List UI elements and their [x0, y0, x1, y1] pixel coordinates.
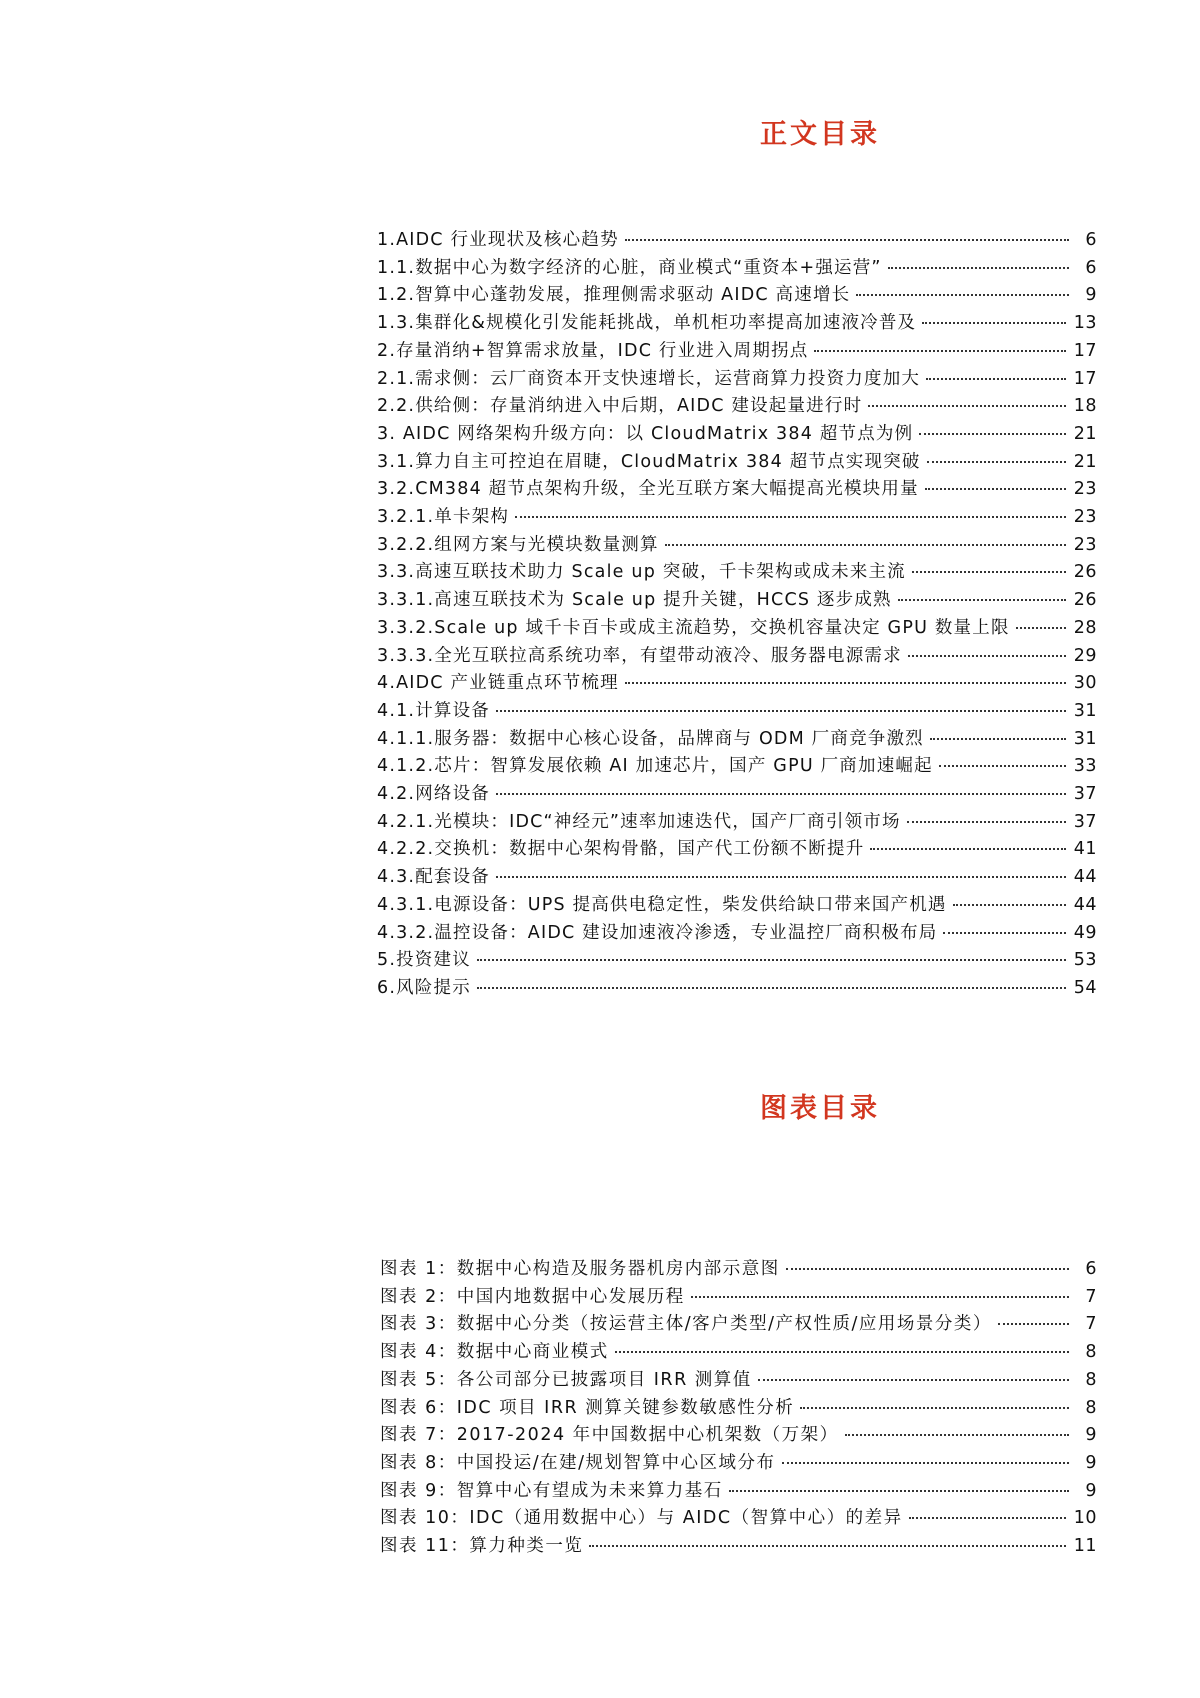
main-toc-entry[interactable]: [377, 643, 1097, 671]
toc-dot-leader: [782, 1462, 1070, 1464]
main-toc-entry[interactable]: [377, 282, 1097, 310]
toc-page-number: 31: [1073, 728, 1097, 749]
main-toc-entry[interactable]: [377, 449, 1097, 477]
toc-entry-label: 4.AIDC 产业链重点环节梳理: [377, 673, 619, 694]
toc-entry-label: 3.2.CM384 超节点架构升级，全光互联方案大幅提高光模块用量: [377, 479, 919, 500]
toc-entry-label: 2.存量消纳+智算需求放量，IDC 行业进入周期拐点: [377, 340, 809, 361]
toc-dot-leader: [589, 1545, 1065, 1547]
main-toc-entry[interactable]: [377, 310, 1097, 338]
toc-page-number: 9: [1085, 1452, 1097, 1473]
toc-dot-leader: [515, 516, 1066, 518]
figure-toc-entry[interactable]: [380, 1422, 1097, 1450]
toc-page-number: 23: [1073, 534, 1097, 555]
main-toc-entry[interactable]: [377, 504, 1097, 532]
toc-entry-label: 2.1.需求侧：云厂商资本开支快速增长，运营商算力投资力度加大: [377, 368, 921, 389]
toc-page-number: 53: [1073, 950, 1097, 971]
main-toc-entry[interactable]: [377, 670, 1097, 698]
toc-dot-leader: [943, 932, 1065, 934]
toc-entry-label: 3.3.1.高速互联技术为 Scale up 提升关键，HCCS 逐步成熟: [377, 590, 892, 611]
toc-entry-label: 1.3.集群化&规模化引发能耗挑战，单机柜功率提高加速液冷普及: [377, 313, 917, 334]
toc-dot-leader: [665, 544, 1066, 546]
toc-entry-label: 1.1.数据中心为数字经济的心脏，商业模式“重资本+强运营”: [377, 257, 882, 278]
toc-entry-label: 4.3.1.电源设备：UPS 提高供电稳定性，柴发供给缺口带来国产机遇: [377, 894, 947, 915]
toc-page-number: 11: [1073, 1536, 1097, 1557]
toc-page-number: 23: [1073, 479, 1097, 500]
figure-toc-entry[interactable]: [380, 1367, 1097, 1395]
toc-page-number: 30: [1073, 673, 1097, 694]
figure-toc-entry[interactable]: [380, 1284, 1097, 1312]
toc-dot-leader: [930, 738, 1066, 740]
toc-dot-leader: [922, 322, 1065, 324]
toc-entry-label: 图表 5：各公司部分已披露项目 IRR 测算值: [380, 1369, 752, 1390]
toc-dot-leader: [856, 294, 1069, 296]
main-toc-entry[interactable]: [377, 836, 1097, 864]
toc-dot-leader: [927, 461, 1066, 463]
toc-entry-label: 图表 9：智算中心有望成为未来算力基石: [380, 1480, 723, 1501]
toc-dot-leader: [868, 405, 1065, 407]
toc-entry-label: 图表 10：IDC（通用数据中心）与 AIDC（智算中心）的差异: [380, 1508, 903, 1529]
toc-page-number: 54: [1073, 977, 1097, 998]
toc-entry-label: 4.3.配套设备: [377, 867, 490, 888]
toc-page-number: 28: [1073, 617, 1097, 638]
toc-dot-leader: [909, 1517, 1066, 1519]
toc-page-number: 7: [1085, 1286, 1097, 1307]
toc-dot-leader: [888, 267, 1069, 269]
toc-page-number: 37: [1073, 784, 1097, 805]
toc-dot-leader: [691, 1296, 1069, 1298]
toc-page-number: 10: [1073, 1508, 1097, 1529]
toc-page-number: 31: [1073, 700, 1097, 721]
main-toc-entry[interactable]: [377, 698, 1097, 726]
toc-page-number: 8: [1085, 1342, 1097, 1363]
main-toc-entry[interactable]: [377, 920, 1097, 948]
toc-dot-leader: [926, 378, 1066, 380]
toc-entry-label: 4.3.2.温控设备：AIDC 建设加速液冷渗透，专业温控厂商积极布局: [377, 922, 938, 943]
main-toc-entry[interactable]: [377, 615, 1097, 643]
figure-toc-entry[interactable]: [380, 1450, 1097, 1478]
toc-dot-leader: [845, 1434, 1069, 1436]
toc-dot-leader: [912, 571, 1066, 573]
main-toc-entry[interactable]: [377, 532, 1097, 560]
toc-dot-leader: [496, 876, 1066, 878]
toc-entry-label: 4.2.1.光模块：IDC“神经元”速率加速迭代，国产厂商引领市场: [377, 811, 901, 832]
toc-page-number: 44: [1073, 894, 1097, 915]
toc-dot-leader: [814, 350, 1065, 352]
main-toc-entry[interactable]: [377, 726, 1097, 754]
figure-toc-entry[interactable]: [380, 1395, 1097, 1423]
toc-entry-label: 6.风险提示: [377, 977, 471, 998]
figure-toc-entry[interactable]: [380, 1478, 1097, 1506]
main-toc-list: [377, 227, 1097, 1003]
toc-dot-leader: [496, 793, 1066, 795]
toc-entry-label: 图表 2：中国内地数据中心发展历程: [380, 1286, 685, 1307]
toc-dot-leader: [729, 1490, 1069, 1492]
toc-entry-label: 4.1.1.服务器：数据中心核心设备，品牌商与 ODM 厂商竞争激烈: [377, 728, 924, 749]
main-toc-entry[interactable]: [377, 587, 1097, 615]
toc-dot-leader: [786, 1268, 1069, 1270]
toc-dot-leader: [800, 1407, 1069, 1409]
figure-toc-entry[interactable]: [380, 1339, 1097, 1367]
main-toc-entry[interactable]: [377, 753, 1097, 781]
main-toc-entry[interactable]: [377, 892, 1097, 920]
toc-page-number: 6: [1085, 230, 1097, 250]
toc-page-number: 44: [1073, 867, 1097, 888]
toc-entry-label: 3. AIDC 网络架构升级方向：以 CloudMatrix 384 超节点为例: [377, 423, 914, 444]
toc-dot-leader: [953, 904, 1066, 906]
toc-entry-label: 3.3.2.Scale up 域千卡百卡或成主流趋势，交换机容量决定 GPU 数量上限: [377, 617, 1010, 638]
toc-dot-leader: [758, 1379, 1069, 1381]
figure-toc-entry[interactable]: [380, 1505, 1097, 1533]
main-toc-entry[interactable]: [377, 476, 1097, 504]
toc-page-number: 17: [1073, 368, 1097, 389]
toc-entry-label: 4.1.2.芯片：智算发展依赖 AI 加速芯片，国产 GPU 厂商加速崛起: [377, 756, 933, 777]
toc-entry-label: 4.2.网络设备: [377, 784, 490, 805]
toc-entry-label: 图表 3：数据中心分类（按运营主体/客户类型/产权性质/应用场景分类）: [380, 1314, 992, 1335]
figure-toc-entry[interactable]: [380, 1311, 1097, 1339]
main-toc-entry[interactable]: [377, 338, 1097, 366]
toc-entry-label: 图表 6：IDC 项目 IRR 测算关键参数敏感性分析: [380, 1397, 795, 1418]
toc-dot-leader: [925, 488, 1066, 490]
toc-page-number: 13: [1073, 313, 1097, 334]
main-toc-entry[interactable]: [377, 559, 1097, 587]
toc-dot-leader: [919, 433, 1065, 435]
main-toc-entry[interactable]: [377, 781, 1097, 809]
main-toc-entry[interactable]: [377, 975, 1097, 1003]
toc-dot-leader: [998, 1323, 1069, 1325]
toc-dot-leader: [625, 239, 1069, 241]
toc-page-number: 26: [1073, 590, 1097, 611]
toc-dot-leader: [477, 959, 1066, 961]
toc-dot-leader: [898, 599, 1066, 601]
toc-page-number: 23: [1073, 507, 1097, 528]
toc-entry-label: 2.2.供给侧：存量消纳进入中后期，AIDC 建设起量进行时: [377, 396, 863, 417]
toc-dot-leader: [477, 987, 1066, 989]
main-toc-entry[interactable]: [377, 366, 1097, 394]
toc-page-number: 49: [1073, 922, 1097, 943]
toc-dot-leader: [870, 848, 1065, 850]
toc-entry-label: 图表 7：2017-2024 年中国数据中心机架数（万架）: [380, 1425, 839, 1446]
toc-page-number: 9: [1085, 1480, 1097, 1501]
toc-dot-leader: [625, 682, 1066, 684]
main-toc-entry[interactable]: [377, 421, 1097, 449]
toc-entry-label: 3.3.高速互联技术助力 Scale up 突破，千卡架构或成未来主流: [377, 562, 906, 583]
toc-page-number: 29: [1073, 645, 1097, 666]
toc-entry-label: 图表 8：中国投运/在建/规划智算中心区域分布: [380, 1452, 776, 1473]
main-toc-entry[interactable]: [377, 864, 1097, 892]
toc-page-number: 26: [1073, 562, 1097, 583]
toc-entry-label: 1.AIDC 行业现状及核心趋势: [377, 230, 619, 250]
toc-dot-leader: [908, 655, 1066, 657]
toc-dot-leader: [907, 821, 1066, 823]
toc-entry-label: 5.投资建议: [377, 950, 471, 971]
toc-dot-leader: [615, 1351, 1069, 1353]
toc-page-number: 8: [1085, 1369, 1097, 1390]
toc-page-number: 17: [1073, 340, 1097, 361]
figure-toc-title: 图表目录: [760, 1093, 880, 1124]
toc-page-number: 9: [1085, 1425, 1097, 1446]
toc-page-number: 18: [1073, 396, 1097, 417]
figure-toc-entry[interactable]: [380, 1256, 1097, 1284]
main-toc-title: 正文目录: [760, 119, 880, 150]
toc-entry-label: 图表 1：数据中心构造及服务器机房内部示意图: [380, 1259, 780, 1279]
toc-page-number: 6: [1085, 257, 1097, 278]
toc-entry-label: 4.1.计算设备: [377, 700, 490, 721]
main-toc-entry[interactable]: [377, 227, 1097, 255]
toc-entry-label: 3.3.3.全光互联拉高系统功率，有望带动液冷、服务器电源需求: [377, 645, 902, 666]
toc-page-number: 41: [1073, 839, 1097, 860]
toc-page-number: 21: [1073, 451, 1097, 472]
toc-dot-leader: [496, 710, 1066, 712]
toc-page-number: 37: [1073, 811, 1097, 832]
toc-page-number: 9: [1085, 285, 1097, 306]
toc-entry-label: 3.2.2.组网方案与光模块数量测算: [377, 534, 659, 555]
toc-entry-label: 3.2.1.单卡架构: [377, 507, 510, 528]
figure-toc-entry[interactable]: [380, 1533, 1097, 1561]
toc-page-number: 21: [1073, 423, 1097, 444]
toc-page-number: 8: [1085, 1397, 1097, 1418]
toc-entry-label: 1.2.智算中心蓬勃发展，推理侧需求驱动 AIDC 高速增长: [377, 285, 851, 306]
main-toc-entry[interactable]: [377, 255, 1097, 283]
toc-page-number: 7: [1085, 1314, 1097, 1335]
toc-entry-label: 4.2.2.交换机：数据中心架构骨骼，国产代工份额不断提升: [377, 839, 865, 860]
figure-toc-list: [380, 1256, 1097, 1561]
toc-page-number: 33: [1073, 756, 1097, 777]
main-toc-entry[interactable]: [377, 393, 1097, 421]
main-toc-entry[interactable]: [377, 947, 1097, 975]
toc-page-number: 6: [1085, 1259, 1097, 1279]
toc-dot-leader: [1016, 627, 1066, 629]
main-toc-entry[interactable]: [377, 809, 1097, 837]
toc-entry-label: 图表 4：数据中心商业模式: [380, 1342, 609, 1363]
toc-dot-leader: [939, 765, 1066, 767]
toc-entry-label: 3.1.算力自主可控迫在眉睫，CloudMatrix 384 超节点实现突破: [377, 451, 921, 472]
toc-entry-label: 图表 11：算力种类一览: [380, 1536, 584, 1557]
